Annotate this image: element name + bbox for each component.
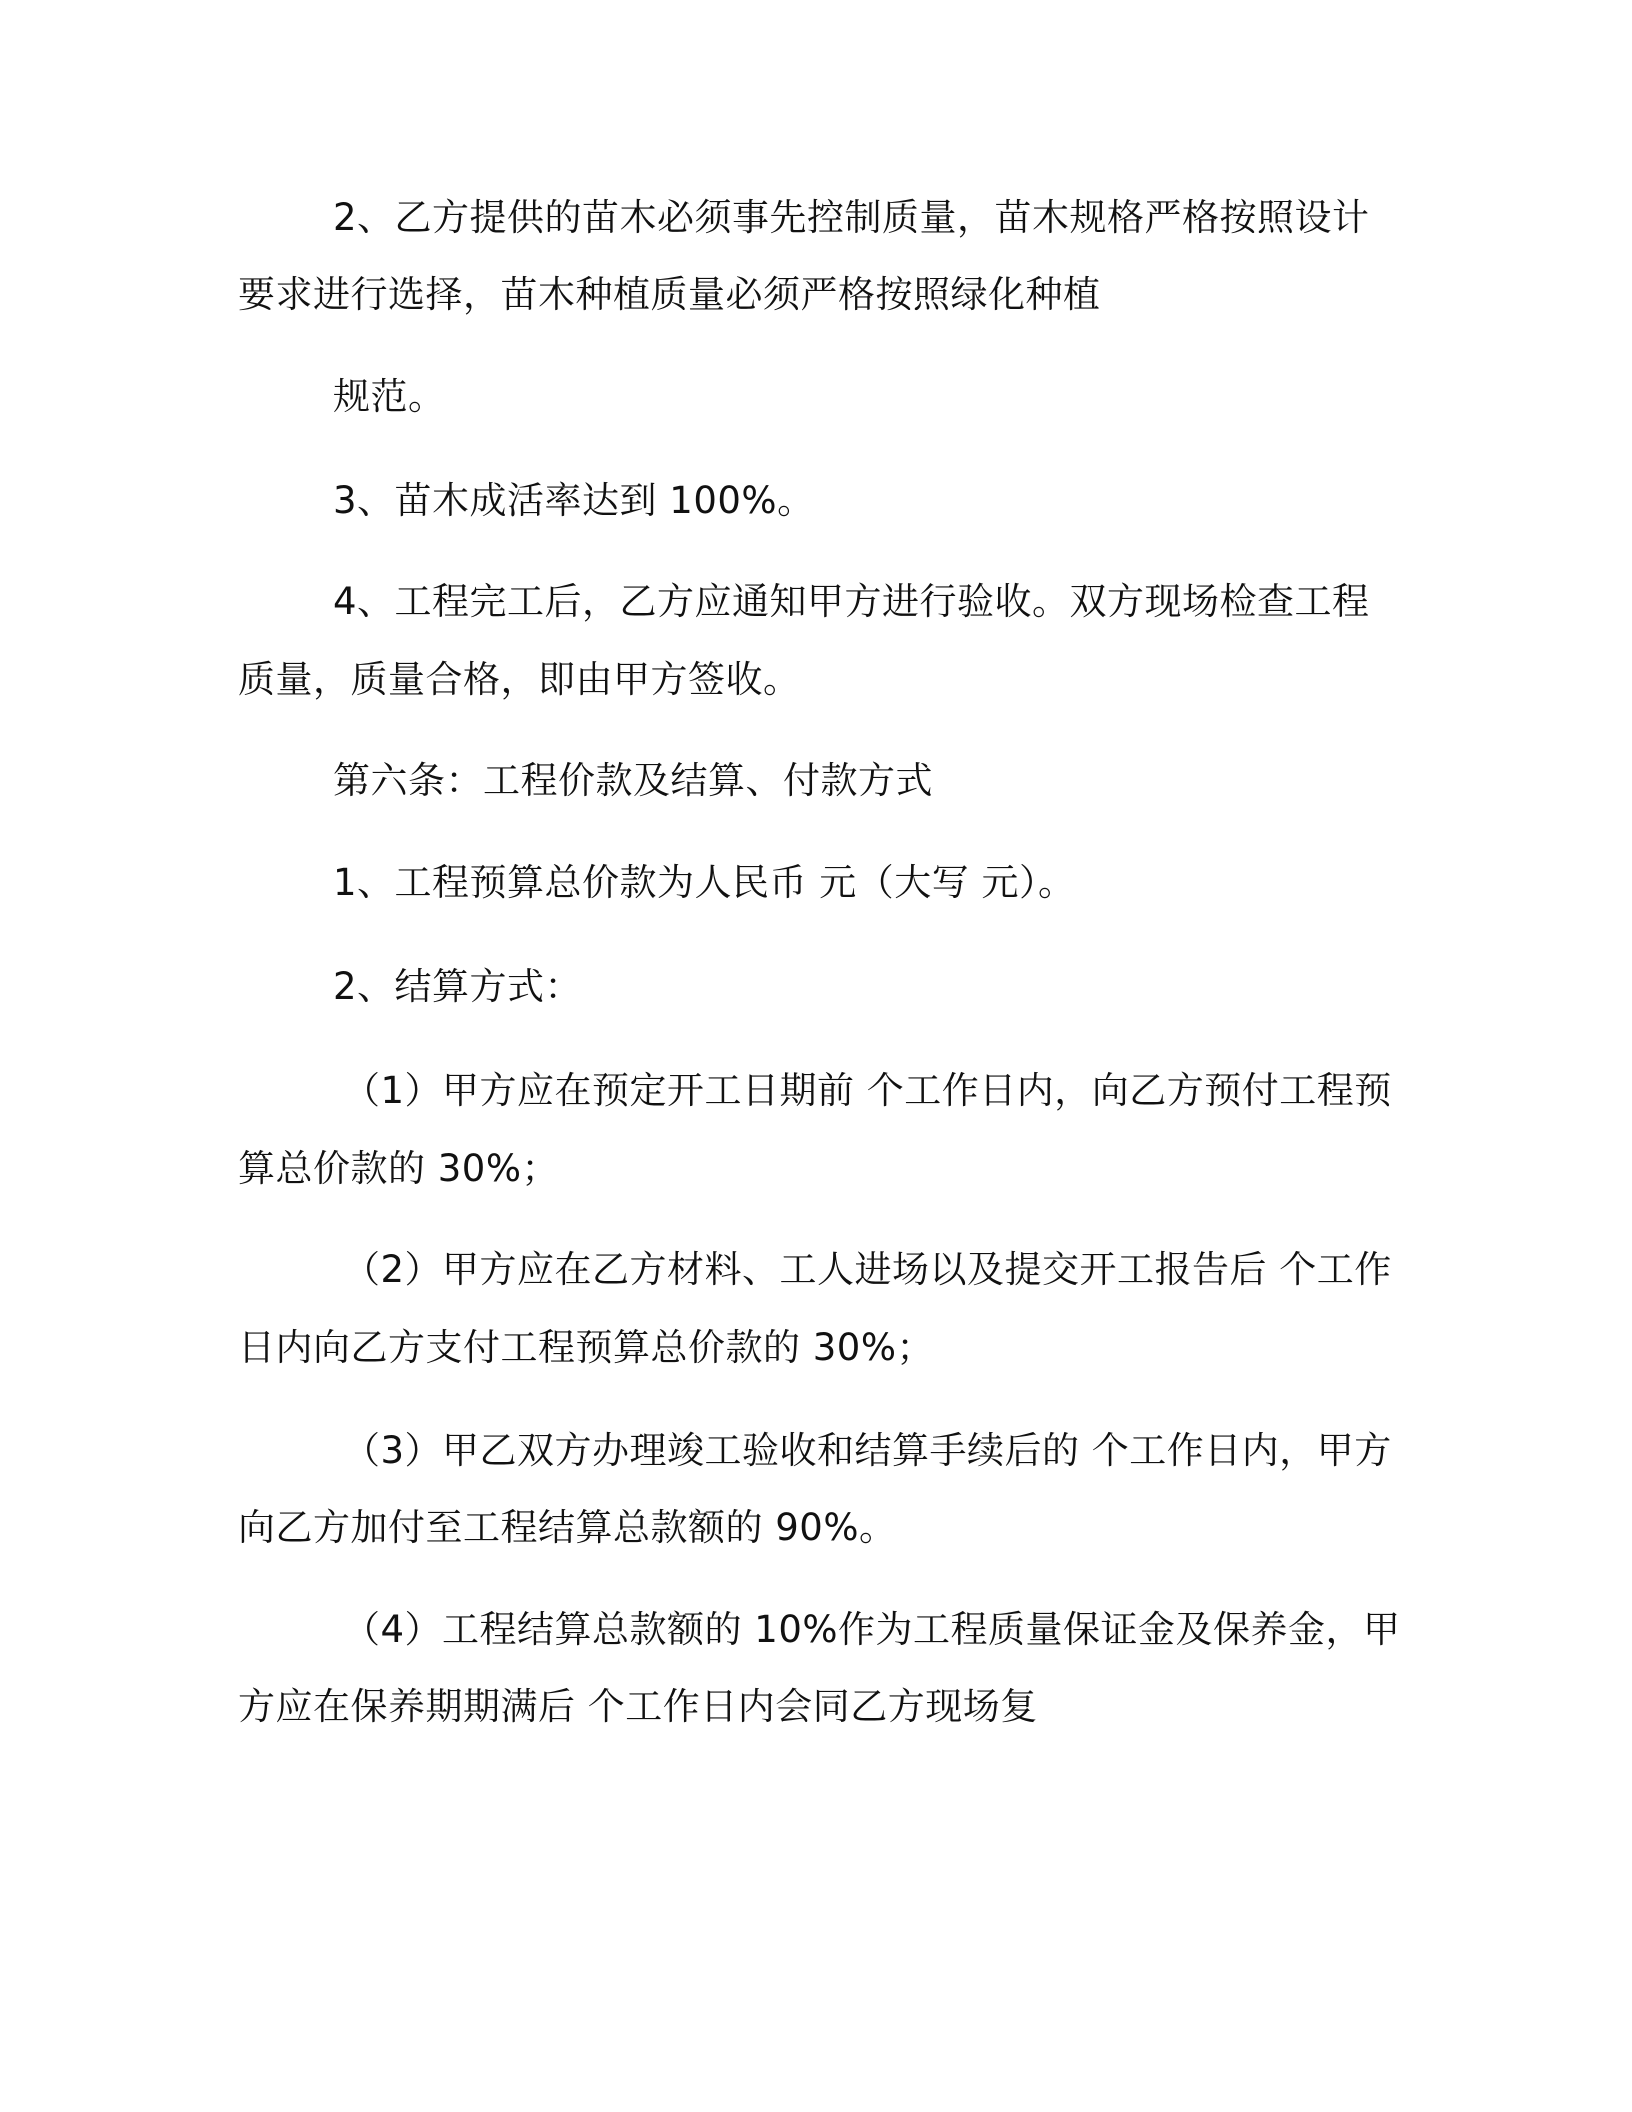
clause-6-item-1: 1、工程预算总价款为人民币 元（大写 元）。 [333,861,1076,904]
clause-5-item-2-line-2: 要求进行选择，苗木种植质量必须严格按照绿化种植 [238,273,1101,316]
payment-term-2-line-1: （2）甲方应在乙方材料、工人进场以及提交开工报告后 个工作 [343,1248,1392,1291]
payment-term-1-line-1: （1）甲方应在预定开工日期前 个工作日内，向乙方预付工程预 [343,1069,1392,1112]
clause-6-heading: 第六条：工程价款及结算、付款方式 [333,759,933,802]
clause-5-item-4-line-2: 质量，质量合格，即由甲方签收。 [238,658,801,701]
clause-6-item-2: 2、结算方式： [333,965,583,1008]
clause-5-item-2-line-1: 2、乙方提供的苗木必须事先控制质量，苗木规格严格按照设计 [333,196,1370,239]
clause-5-item-2-line-3: 规范。 [333,375,446,418]
payment-term-1-line-2: 算总价款的 30%； [238,1147,559,1190]
clause-5-item-4-line-1: 4、工程完工后，乙方应通知甲方进行验收。双方现场检查工程 [333,580,1370,623]
payment-term-3-line-2: 向乙方加付至工程结算总款额的 90%。 [238,1506,897,1549]
payment-term-4-line-2: 方应在保养期期满后 个工作日内会同乙方现场复 [238,1685,1038,1728]
payment-term-2-line-2: 日内向乙方支付工程预算总价款的 30%； [238,1326,934,1369]
payment-term-3-line-1: （3）甲乙双方办理竣工验收和结算手续后的 个工作日内，甲方 [343,1429,1392,1472]
payment-term-4-line-1: （4）工程结算总款额的 10%作为工程质量保证金及保养金，甲 [343,1608,1401,1651]
clause-5-item-3: 3、苗木成活率达到 100%。 [333,479,815,522]
